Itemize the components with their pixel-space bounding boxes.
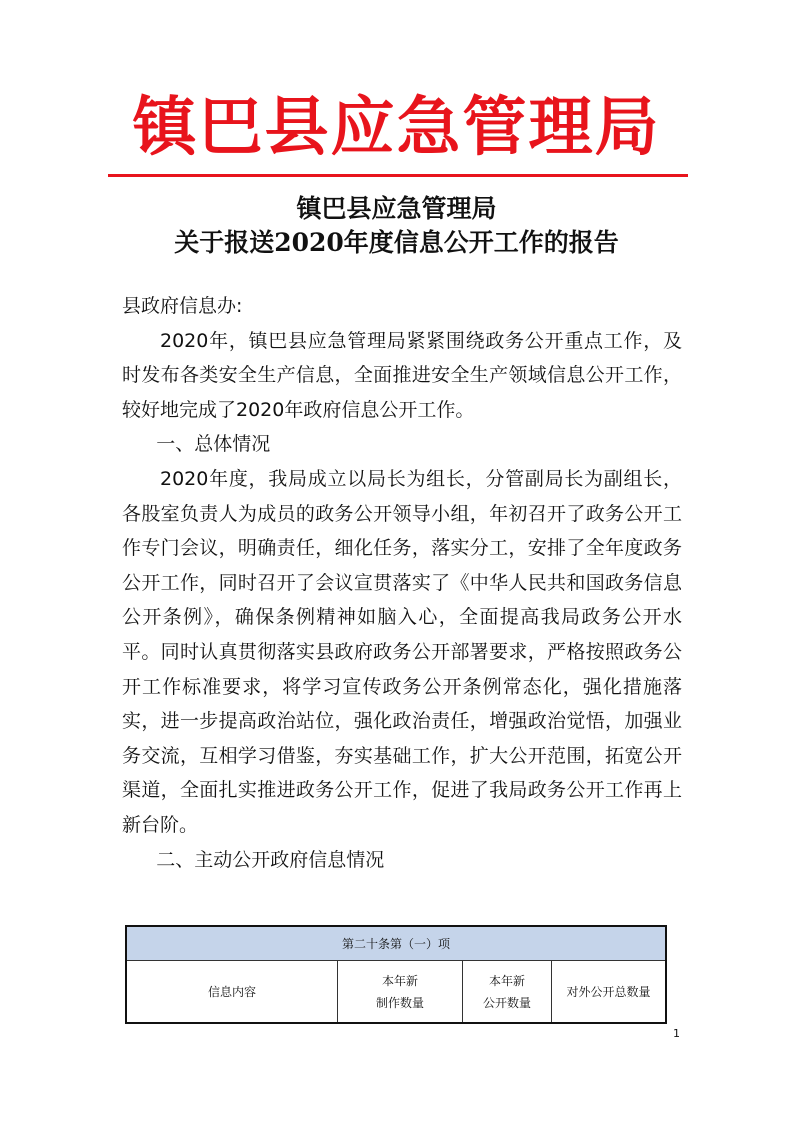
col-new-produced-line1: 本年新 — [381, 973, 418, 988]
page-number: 1 — [673, 1027, 680, 1040]
col-new-disclosed-line1: 本年新 — [488, 973, 525, 988]
letterhead-divider — [108, 174, 688, 177]
document-title-line2: 关于报送2020年度信息公开工作的报告 — [174, 228, 619, 257]
col-info-content: 信息内容 — [126, 961, 338, 1024]
overview-paragraph: 2020年度，我局成立以局长为组长，分管副局长为副组长，各股室负责人为成员的政务公开领导小组，年初召开了政务公开工作专门会议，明确责任，细化任务，落实分工，安排了全年度政务公开工作，同时召开了会议宣贯落实了《中华人民共和国政务信息公开条例》，确保条例精神如脑入心，全面提高我局政务公开水平。同时认真贯彻落实县政府政务公开部署要求，严格按照政务公开工作标准要求，将学习宣传政务公开条例常态化，强化措施落实，进一步提高政治站位，强化政治责任，增强政治觉悟，加强业务交流，互相学习借鉴，夯实基础工作，扩大公开范围，拓宽公开渠道，全面扎实推进政务公开工作，促进了我局政务公开工作再上新台阶。 — [122, 467, 682, 836]
table-column-row — [126, 961, 666, 1024]
table-header-cell: 第二十条第（一）项 — [126, 926, 666, 961]
section-heading-2: 二、主动公开政府信息情况 — [156, 848, 385, 871]
col-new-disclosed — [463, 961, 552, 1024]
col-new-disclosed-line2: 公开数量 — [482, 995, 531, 1010]
intro-paragraph: 2020年，镇巴县应急管理局紧紧围绕政务公开重点工作，及时发布各类安全生产信息，全面推进安全生产领域信息公开工作，较好地完成了2020年政府信息公开工作。 — [122, 329, 682, 421]
letterhead-title: 镇巴县应急管理局 — [132, 91, 661, 165]
col-total-disclosed: 对外公开总数量 — [552, 961, 667, 1024]
document-title-line1: 镇巴县应急管理局 — [296, 194, 497, 223]
document-body — [122, 289, 682, 877]
disclosure-table — [125, 925, 667, 1024]
col-new-produced-line2: 制作数量 — [375, 995, 424, 1010]
section-heading-1: 一、总体情况 — [156, 433, 271, 456]
table-header-row — [126, 926, 666, 961]
salutation: 县政府信息办: — [122, 295, 243, 317]
col-new-produced — [338, 961, 463, 1024]
